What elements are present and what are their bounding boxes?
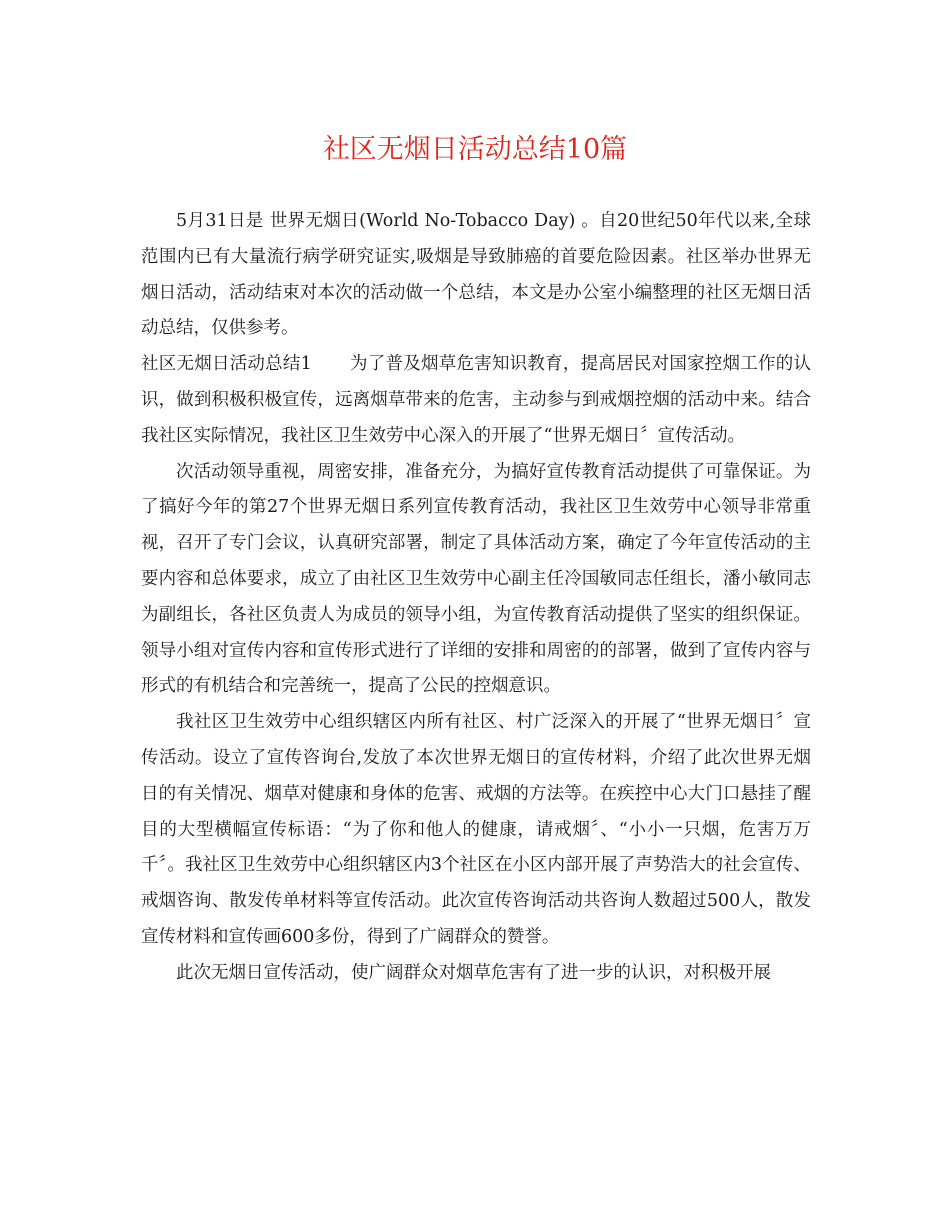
document-body [141, 204, 811, 992]
body-paragraph-1: 次活动领导重视，周密安排，准备充分，为搞好宣传教育活动提供了可靠保证。为了搞好今年的第27个世界无烟日系列宣传教育活动，我社区卫生效劳中心领导非常重视，召开了专门会议，认真研究部署，制定了具体活动方案，确定了今年宣传活动的主要内容和总体要求，成立了由社区卫生效劳中心副主任冷国敏同志任组长，潘小敏同志为副组长，各社区负责人为成员的领导小组，为宣传教育活动提供了坚实的组织保证。领导小组对宣传内容和宣传形式进行了详细的安排和周密的的部署，做到了宣传内容与形式的有机结合和完善统一，提高了公民的控烟意识。 [141, 461, 811, 697]
body-paragraph-2: 我社区卫生效劳中心组织辖区内所有社区、村广泛深入的开展了“世界无烟日〞宣传活动。设立了宣传咨询台,发放了本次世界无烟日的宣传材料，介绍了此次世界无烟日的有关情况、烟草对健康和身体的危害、戒烟的方法等。在疾控中心大门口悬挂了醒目的大型横幅宣传标语：“为了你和他人的健康，请戒烟〞、“小小一只烟，危害万万千〞。我社区卫生效劳中心组织辖区内3个社区在小区内部开展了声势浩大的社会宣传、戒烟咨询、散发传单材料等宣传活动。此次宣传咨询活动共咨询人数超过500人，散发宣传材料和宣传画600多份，得到了广阔群众的赞誉。 [141, 712, 811, 947]
intro-paragraph: 5月31日是 世界无烟日(World No-Tobacco Day) 。自20世纪50年代以来,全球范围内已有大量流行病学研究证实,吸烟是导致肺癌的首要危险因素。社区举办世界无烟日活动，活动结束对本次的活动做一个总结，本文是办公室小编整理的社区无烟日活动总结，仅供参考。 [141, 211, 811, 339]
document-title: 社区无烟日活动总结10篇 [322, 134, 628, 165]
body-paragraph-3: 此次无烟日宣传活动，使广阔群众对烟草危害有了进一步的认识，对积极开展 [176, 962, 771, 983]
section-paragraph [141, 347, 811, 454]
section-heading: 社区无烟日活动总结1 [141, 354, 312, 375]
section-lead-text: 为了普及烟草危害知识教育，提高居民对国家控烟工作的认识，做到积极积极宣传，远离烟草带来的危害，主动参与到戒烟控烟的活动中来。结合我社区实际情况，我社区卫生效劳中心深入的开展了“世界无烟日〞宣传活动。 [141, 354, 812, 446]
